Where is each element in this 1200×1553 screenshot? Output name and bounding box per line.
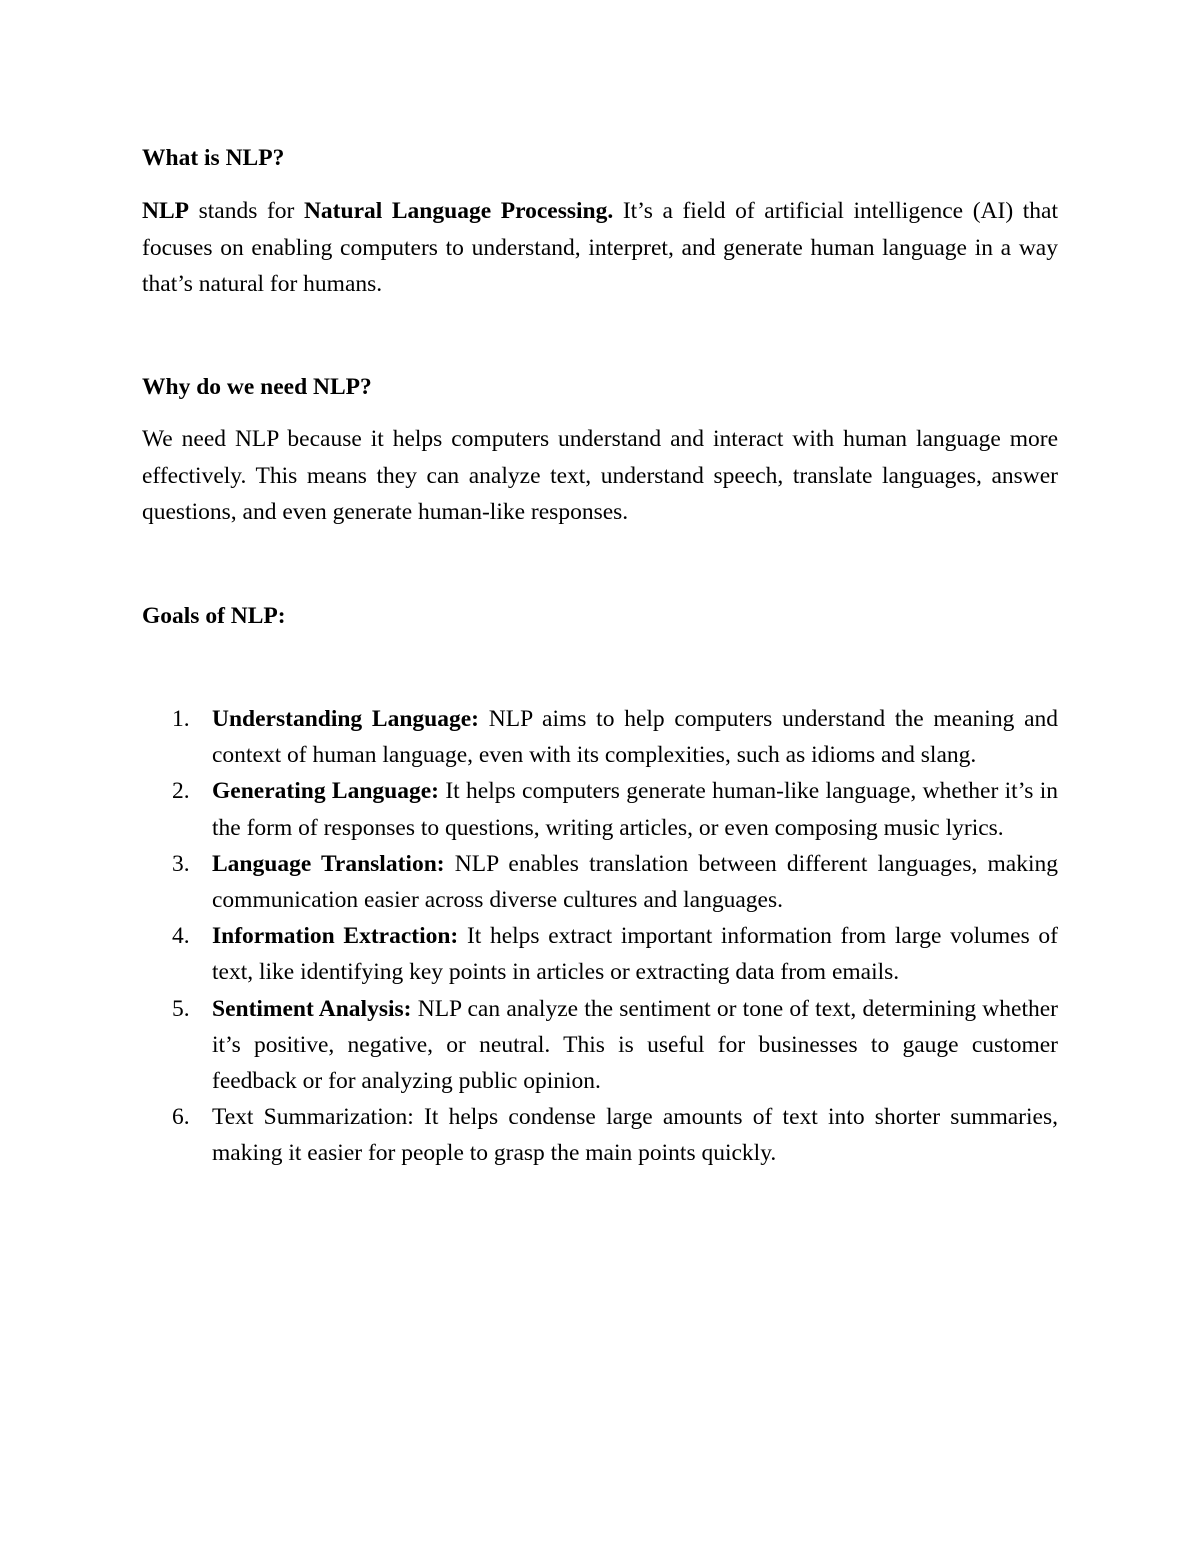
goal-item bbox=[142, 701, 1058, 773]
goal-text: It helps computers generate human-like language, whether it’s in the form of responses to questions, writing articles, or even composing music lyrics. bbox=[212, 778, 1059, 841]
goal-term: Sentiment Analysis: bbox=[212, 995, 412, 1022]
goal-number: 6. bbox=[172, 1104, 190, 1131]
goal-number: 5. bbox=[172, 995, 190, 1022]
term-nlp: NLP bbox=[142, 198, 189, 224]
goal-text: NLP aims to help computers understand the meaning and context of human language, even with its complexities, such as idioms and slang. bbox=[212, 706, 1058, 769]
goals-list bbox=[142, 701, 1058, 1172]
paragraph-why-nlp: We need NLP because it helps computers understand and interact with human language more effectively. This means they can analyze text, understand speech, translate languages, answer questions, and even generate human-like responses. bbox=[142, 426, 1058, 525]
goal-number: 3. bbox=[172, 850, 190, 877]
text-nlp-definition: It’s a field of artificial intelligence (AI) that focuses on enabling computers to understand, interpret, and generate human language in a way that’s natural for humans. bbox=[142, 198, 1058, 297]
goal-term: Understanding Language: bbox=[212, 706, 480, 732]
goal-item bbox=[142, 1099, 1058, 1171]
heading-what-is-nlp: What is NLP? bbox=[142, 145, 285, 171]
goal-term: Language Translation: bbox=[212, 850, 445, 877]
text-stands-for: stands for bbox=[189, 198, 304, 224]
goal-item bbox=[142, 846, 1058, 918]
heading-why-nlp: Why do we need NLP? bbox=[142, 374, 372, 400]
goal-text: NLP enables translation between different languages, making communication easier across diverse cultures and languages. bbox=[212, 850, 1058, 914]
goal-item bbox=[142, 918, 1058, 990]
goal-term: Generating Language: bbox=[212, 778, 439, 805]
goal-text: NLP can analyze the sentiment or tone of text, determining whether it’s positive, negative, or neutral. This is useful for businesses to gauge customer feedback or for analyzing public opinion. bbox=[212, 995, 1058, 1095]
goal-number: 1. bbox=[172, 706, 190, 732]
paragraph-what-is-nlp bbox=[142, 193, 1058, 303]
goal-term: Information Extraction: bbox=[212, 923, 459, 950]
goal-number: 4. bbox=[172, 923, 190, 950]
goal-item bbox=[142, 773, 1058, 845]
term-natural-language-processing: Natural Language Processing. bbox=[303, 198, 614, 224]
goal-text: Text Summarization: It helps condense large amounts of text into shorter summaries, making it easier for people to grasp the main points quickly. bbox=[212, 1104, 1058, 1167]
goal-text: It helps extract important information from large volumes of text, like identifying key points in articles or extracting data from emails. bbox=[212, 923, 1058, 986]
goal-item bbox=[142, 991, 1058, 1100]
heading-goals-of-nlp: Goals of NLP: bbox=[142, 603, 286, 629]
goal-number: 2. bbox=[172, 778, 190, 805]
